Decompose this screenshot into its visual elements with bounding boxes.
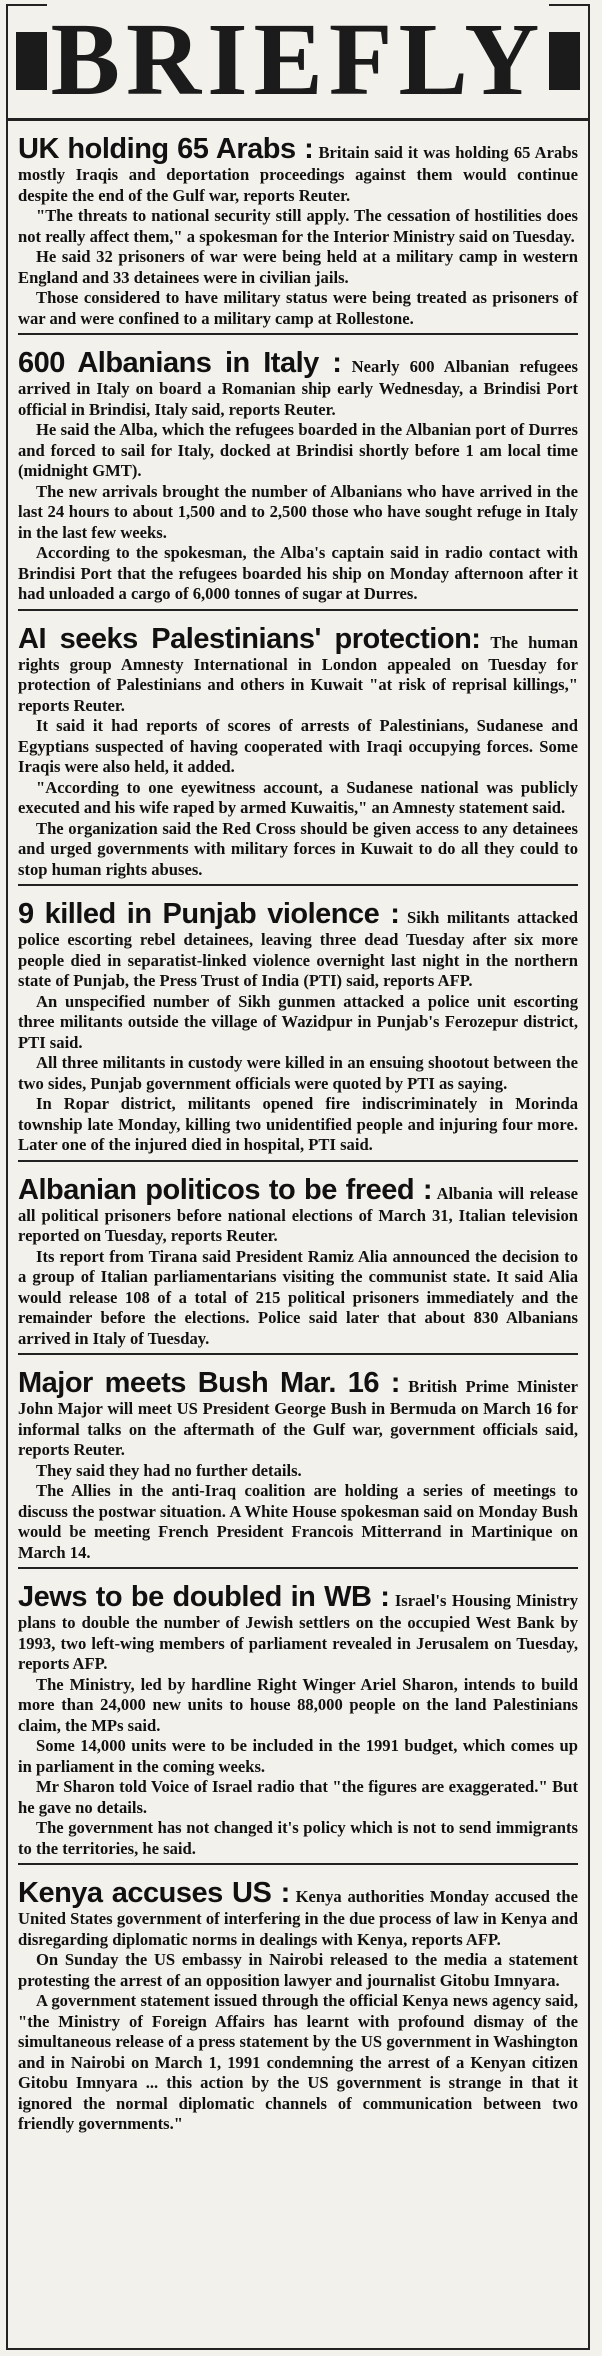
story-lead-text: Israel's Housing Ministry plans to double the number of Jewish settlers on the occupied West Bank by 1993, two left-wing members of parliament revealed in Jerusalem on Tuesday, reports AFP.	[18, 1591, 579, 1673]
stories-list	[18, 121, 578, 2139]
story-headline: AI seeks Palestinians' protection:	[18, 622, 481, 655]
masthead-title: BRIEFLY	[8, 8, 588, 112]
story-paragraph: A government statement issued through the official Kenya news agency said, "the Ministry of Foreign Affairs has learnt with profound dismay of the simultaneous release of a press statement by the US government in Washington and in Nairobi on March 1, 1991 condemning the arrest of a Kenyan citizen Gitobu Imnyara ... this action by the US government is strange in that it ignored the normal diplomatic channels of communication between two friendly governments."	[18, 1991, 578, 2133]
story-paragraph: On Sunday the US embassy in Nairobi released to the media a statement protesting the arrest of an opposition lawyer and journalist Gitobu Imnyara.	[18, 1950, 578, 1990]
story-paragraph: It said it had reports of scores of arrests of Palestinians, Sudanese and Egyptians suspected of having cooperated with Iraqi occupying forces. Some Iraqis were also held, it added.	[18, 716, 578, 776]
story-paragraph: "The threats to national security still apply. The cessation of hostilities does not really affect them," a spokesman for the Interior Ministry said on Tuesday.	[18, 206, 578, 246]
story-headline: 9 killed in Punjab violence :	[18, 898, 400, 930]
story-headline: Kenya accuses US :	[18, 1877, 290, 1909]
story-paragraph: He said the Alba, which the refugees boarded in the Albanian port of Durres and forced to sail for Italy, docked at Brindisi shortly before 1 am local time (midnight GMT).	[18, 420, 578, 480]
story-lead-paragraph	[18, 898, 578, 992]
story-headline: 600 Albanians in Italy :	[18, 347, 342, 379]
news-story	[18, 1160, 578, 1354]
news-story	[18, 121, 578, 333]
story-lead-paragraph	[18, 623, 578, 717]
story-lead-paragraph	[18, 133, 578, 206]
story-paragraph: The Allies in the anti-Iraq coalition are holding a series of meetings to discuss the postwar situation. A White House spokesman said on Monday Bush would be meeting French President Francois Mitterrand in Martinique on March 14.	[18, 1481, 578, 1562]
story-lead-paragraph	[18, 1581, 578, 1675]
story-lead-text: Kenya authorities Monday accused the United States government of interfering in the due process of law in Kenya and disregarding diplomatic norms in dealings with Kenya, reports AFP.	[18, 1887, 578, 1949]
story-lead-text: Nearly 600 Albanian refugees arrived in Italy on board a Romanian ship early Wednesday, a Brindisi Port official in Brindisi, Italy said, reports Reuter.	[18, 357, 578, 419]
story-headline: Albanian politicos to be freed :	[18, 1173, 433, 1206]
story-headline: Major meets Bush Mar. 16 :	[18, 1367, 400, 1399]
story-paragraph: The organization said the Red Cross should be given access to any detainees and urged governments with military forces in Kuwait to do all they could to stop human rights abuses.	[18, 818, 578, 879]
story-paragraph: Those considered to have military status were being treated as prisoners of war and were confined to a military camp at Rollestone.	[18, 288, 578, 328]
story-lead-text: Britain said it was holding 65 Arabs mostly Iraqis and deportation proceedings against them would continue despite the end of the Gulf war, reports Reuter.	[18, 143, 578, 205]
story-lead-text: Albania will release all political prisoners before national elections of March 31, Italian television reported on Tuesday, reports Reuter.	[18, 1183, 578, 1245]
story-lead-paragraph	[18, 347, 578, 420]
story-paragraph: According to the spokesman, the Alba's captain said in radio contact with Brindisi Port that the refugees boarded his ship on Monday afternoon after it had unloaded a cargo of 6,000 tonnes of sugar at Durres.	[18, 543, 578, 603]
story-headline: UK holding 65 Arabs :	[18, 133, 314, 165]
story-paragraph: Mr Sharon told Voice of Israel radio that "the figures are exaggerated." But he gave no details.	[18, 1777, 578, 1817]
story-paragraph: Some 14,000 units were to be included in the 1991 budget, which comes up in parliament in the coming weeks.	[18, 1736, 578, 1776]
news-story	[18, 609, 578, 885]
story-lead-paragraph	[18, 1174, 578, 1247]
news-story	[18, 333, 578, 609]
story-paragraph: The government has not changed it's policy which is not to send immigrants to the territories, he said.	[18, 1818, 578, 1858]
story-paragraph: An unspecified number of Sikh gunmen attacked a police unit escorting three militants outside the village of Wazidpur in Punjab's Ferozepur district, PTI said.	[18, 991, 578, 1052]
story-paragraph: Its report from Tirana said President Ramiz Alia announced the decision to a group of Italian parliamentarians visiting the communist state. It said Alia would release 108 of a total of 215 political prisoners immediately and the remainder before the elections. Police said later that about 830 Albanians arrived in Italy of Tuesday.	[18, 1246, 578, 1348]
news-story	[18, 1567, 578, 1863]
story-paragraph: In Ropar district, militants opened fire indiscriminately in Morinda township late Monday, killing two unidentified people and injuring four more. Later one of the injured died in hospital, PTI said.	[18, 1094, 578, 1154]
story-paragraph: He said 32 prisoners of war were being held at a military camp in western England and 33 detainees were in civilian jails.	[18, 247, 578, 287]
news-story	[18, 1353, 578, 1567]
briefly-column	[6, 4, 590, 2350]
story-paragraph: All three militants in custody were killed in an ensuing shootout between the two sides, Punjab government officials were quoted by PTI as saying.	[18, 1053, 578, 1093]
story-lead-text: Sikh militants attacked police escorting rebel detainees, leaving three dead Tuesday after six more people died in separatist-linked violence overnight last night in the northern state of Punjab, the Press Trust of India (PTI) said, reports AFP.	[18, 908, 578, 990]
story-paragraph: The new arrivals brought the number of Albanians who have arrived in the last 24 hours to about 1,500 and to 2,500 those who have sought refuge in Italy in the last few weeks.	[18, 481, 578, 542]
story-lead-paragraph	[18, 1877, 578, 1950]
story-paragraph: They said they had no further details.	[36, 1460, 302, 1480]
news-story	[18, 884, 578, 1160]
story-headline: Jews to be doubled in WB :	[18, 1581, 390, 1613]
news-story	[18, 1863, 578, 2139]
story-paragraph: "According to one eyewitness account, a Sudanese national was publicly executed and his wife raped by armed Kuwaitis," an Amnesty statement said.	[18, 777, 578, 817]
masthead	[8, 2, 588, 121]
story-lead-paragraph	[18, 1367, 578, 1461]
story-lead-text: The human rights group Amnesty International in London appealed on Tuesday for protection of Palestinians and others in Kuwait "at risk of reprisal killings," reports Reuter.	[18, 632, 578, 715]
story-lead-text: British Prime Minister John Major will meet US President George Bush in Bermuda on March 16 for informal talks on the aftermath of the Gulf war, government officials said, reports Reuter.	[18, 1377, 578, 1459]
story-paragraph: The Ministry, led by hardline Right Winger Ariel Sharon, intends to build more than 24,000 new units to house 88,000 people on the land Palestinians claim, the MPs said.	[18, 1674, 578, 1735]
